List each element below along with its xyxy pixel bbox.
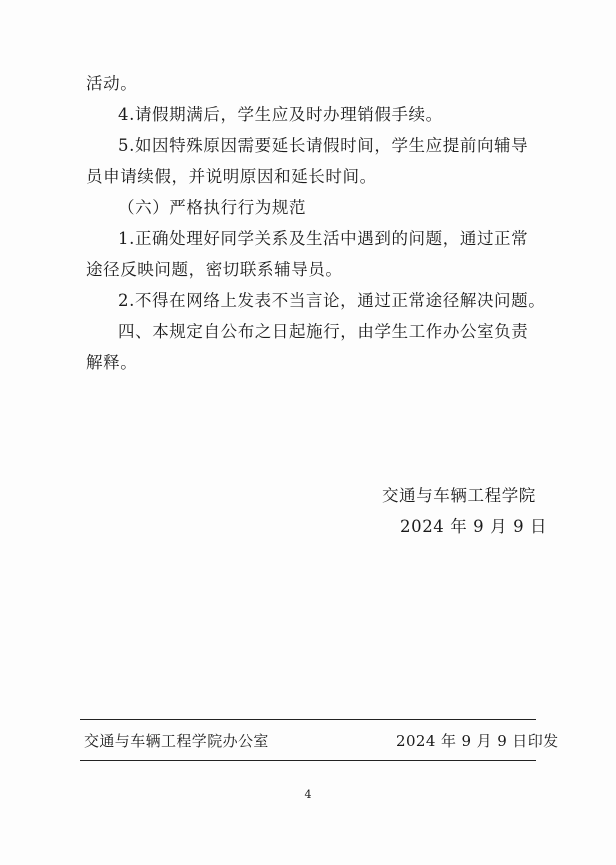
body-line-2: 4.请假期满后，学生应及时办理销假手续。 (118, 105, 443, 124)
body-line-10: 解释。 (86, 353, 138, 372)
signature-org: 交通与车辆工程学院 (382, 486, 536, 505)
body-line-8: 2.不得在网络上发表不当言论，通过正常途径解决问题。 (118, 291, 546, 310)
body-line-7: 途径反映问题，密切联系辅导员。 (86, 260, 343, 279)
footer-print-date: 2024 年 9 月 9 日印发 (396, 732, 559, 750)
footer-rule-bottom (80, 760, 536, 761)
signature-date: 2024 年 9 月 9 日 (400, 517, 548, 536)
page-number: 4 (304, 788, 312, 801)
body-line-4: 员申请续假，并说明原因和延长时间。 (86, 167, 377, 186)
footer-rule-top (80, 719, 536, 720)
footer-issuer: 交通与车辆工程学院办公室 (84, 732, 269, 750)
body-line-9: 四、本规定自公布之日起施行，由学生工作办公室负责 (118, 322, 529, 341)
body-line-1: 活动。 (86, 74, 138, 93)
section-heading: （六）严格执行行为规范 (118, 198, 307, 217)
body-line-3: 5.如因特殊原因需要延长请假时间，学生应提前向辅导 (118, 136, 529, 155)
body-line-6: 1.正确处理好同学关系及生活中遇到的问题，通过正常 (118, 229, 529, 248)
